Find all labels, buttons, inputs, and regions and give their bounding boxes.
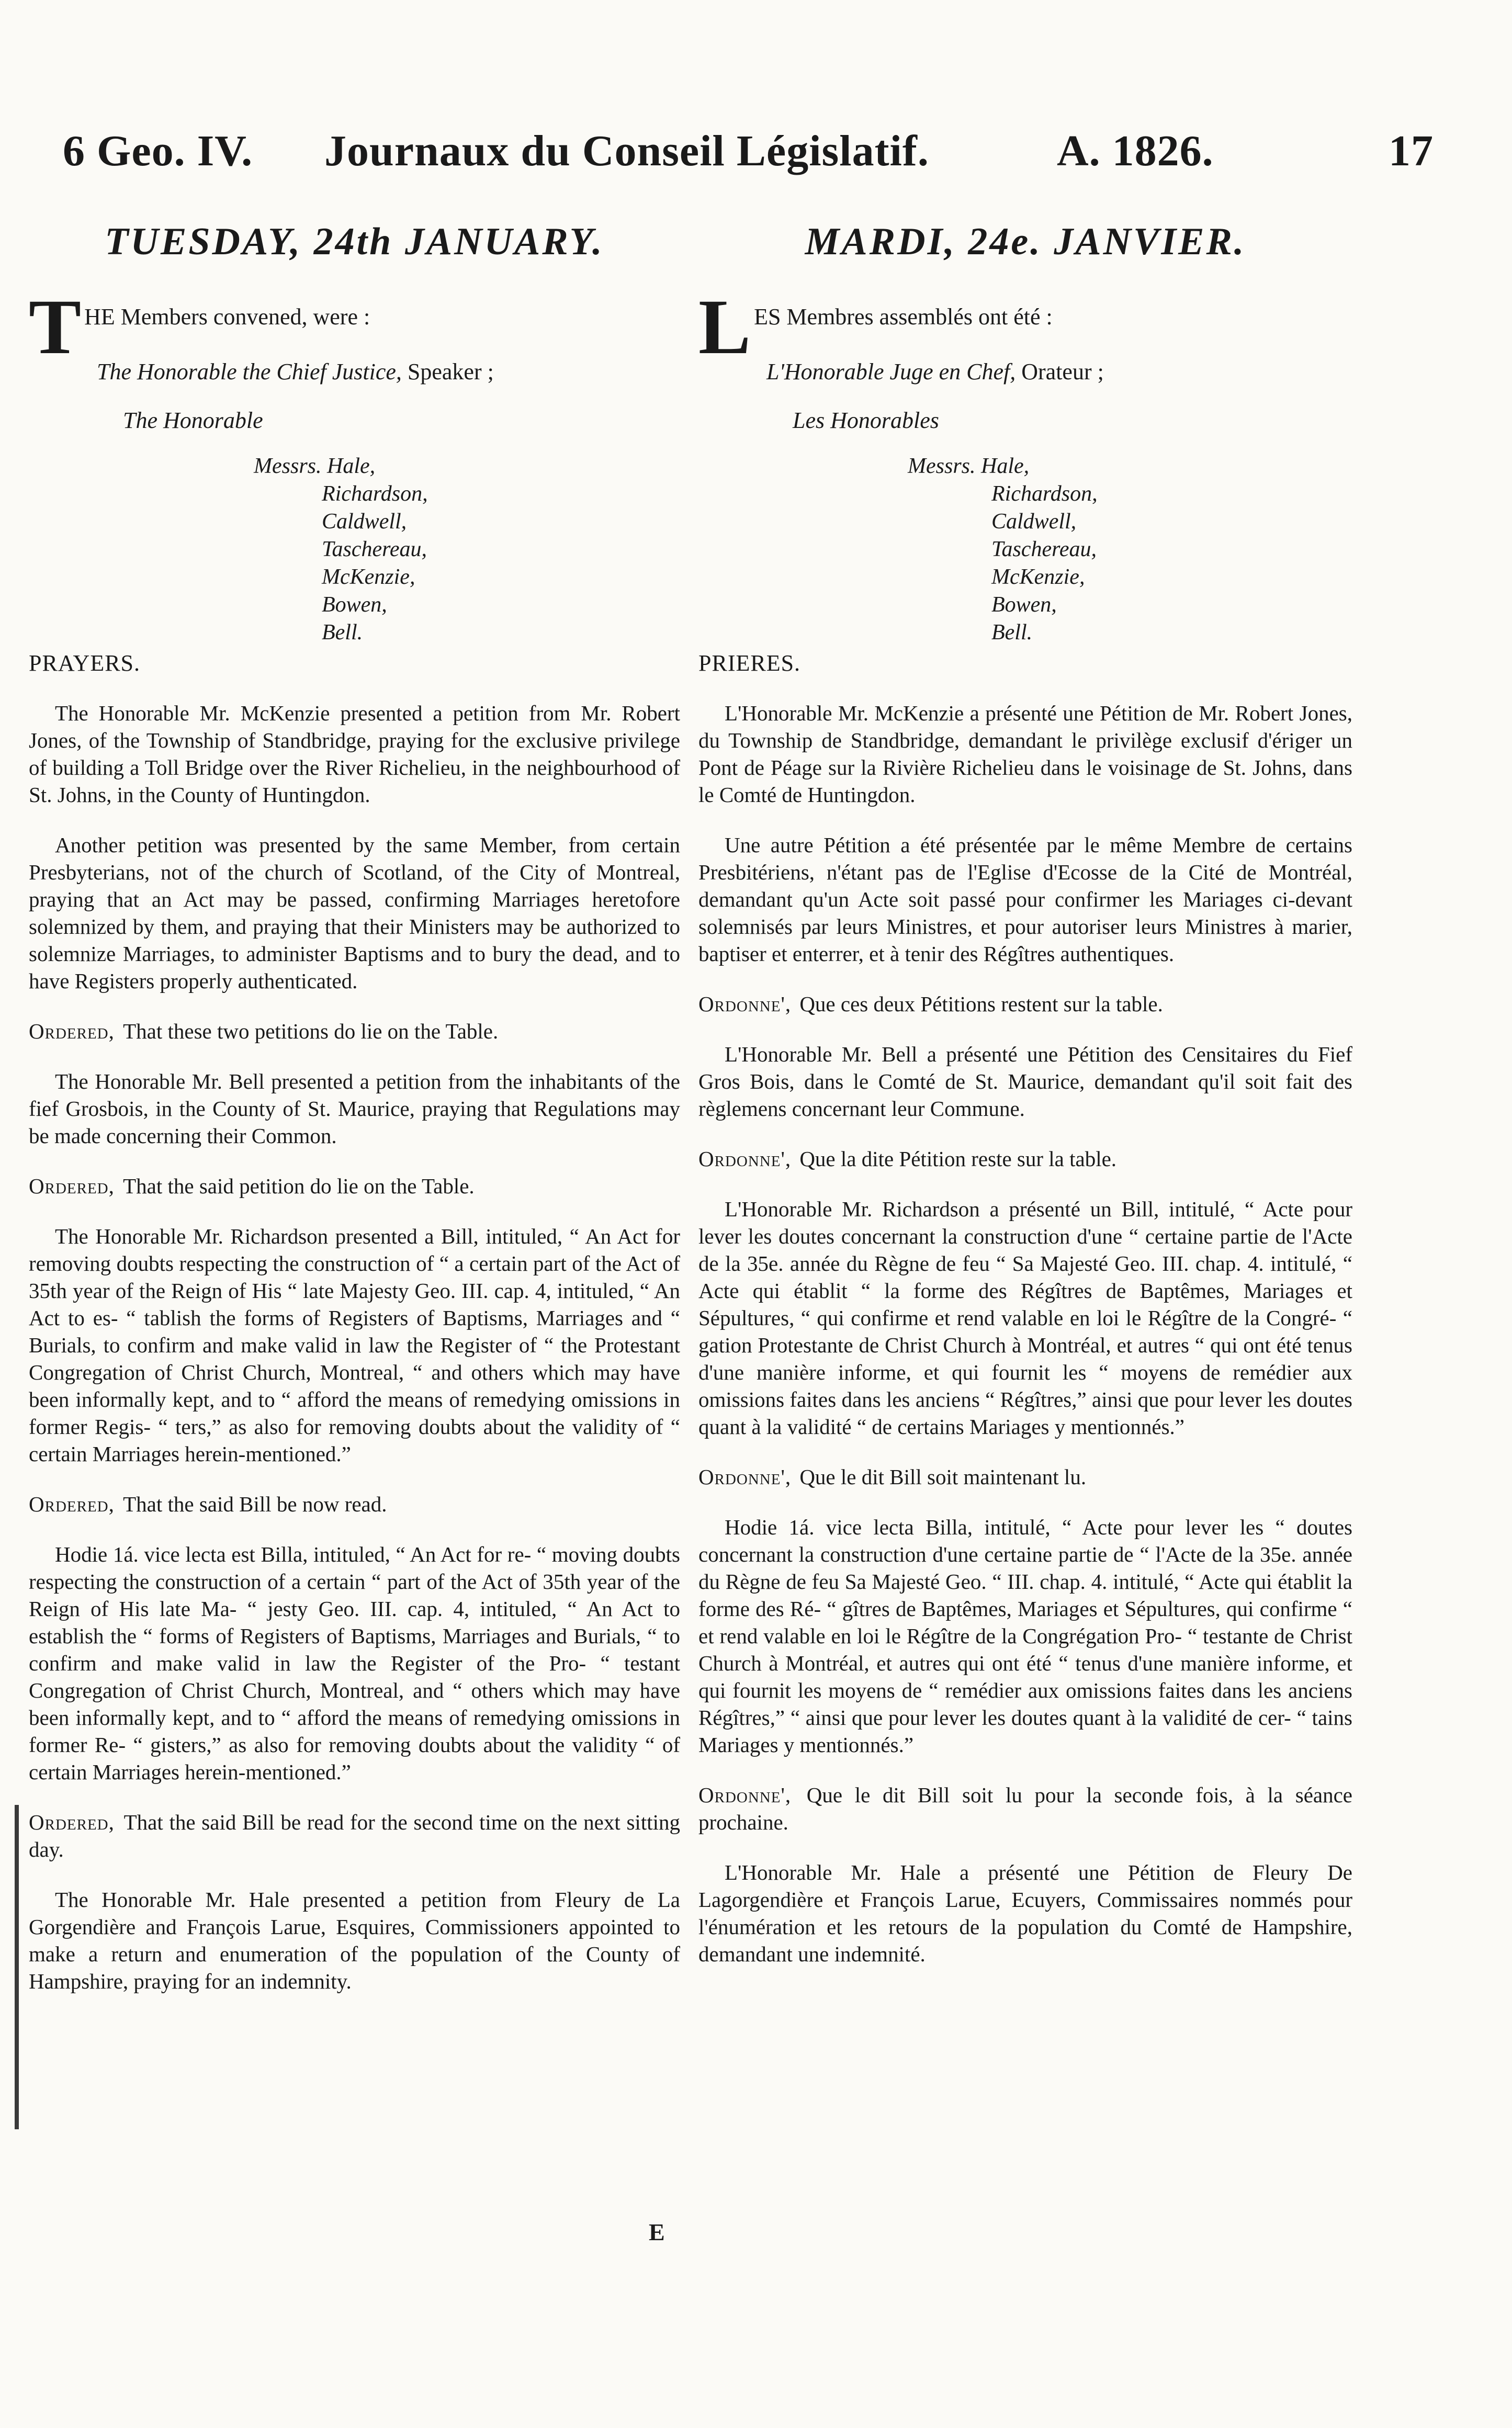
order-text: That the said petition do lie on the Table. xyxy=(123,1174,475,1198)
member-name: Caldwell, xyxy=(322,510,407,534)
english-order xyxy=(29,1018,680,1045)
header-reign: 6 Geo. IV. xyxy=(63,127,253,175)
english-speaker-name: The Honorable the Chief Justice, xyxy=(97,359,402,385)
order-label: Ordered, xyxy=(29,1174,115,1198)
member-name: Bowen, xyxy=(322,593,387,617)
french-speaker xyxy=(698,358,1352,385)
order-text: Que le dit Bill soit maintenant lu. xyxy=(799,1465,1087,1489)
order-text: Que ces deux Pétitions restent sur la table. xyxy=(799,992,1163,1016)
french-prayers-heading: PRIERES. xyxy=(698,650,801,676)
english-order xyxy=(29,1490,680,1518)
french-paragraph: Hodie 1á. vice lecta Billa, intitulé, “ Acte pour lever les “ doutes concernant la construction d'une certaine partie de “ l'Acte de la 35e. année du Règne de feu Sa Majesté Geo. “ III. chap. 4. intitulé, “ Acte qui établit la forme des Ré- “ gîtres de Baptêmes, Mariages et Sépultures, qui confirme “ et rend valable en loi le Régître de la Congrégation Pro- “ testante de Christ Church à Montréal, et autres qui ont été “ tenus d'une manière informe, et qui fournit les moyens de “ remédier aux omissions faites dans les anciens Régîtres,” “ ainsi que pour lever les doutes quant à la validité de cer- “ tains Mariages y mentionnés.” xyxy=(698,1515,1352,1757)
order-label: Ordonne', xyxy=(698,1465,792,1489)
page-header xyxy=(63,126,1434,188)
order-label: Ordonne', xyxy=(698,1147,792,1171)
english-paragraph: Another petition was presented by the same Member, from certain Presbyterians, not of the church of Scotland, of the City of Montreal, praying that an Act may be passed, confirming Marriages heretofore solemnized by them, and praying that their Ministers may be authorized to solemnize Marriages, to administer Baptisms and to bury the dead, and to have Registers properly authenticated. xyxy=(29,833,680,993)
header-title: Journaux du Conseil Législatif. xyxy=(324,127,929,175)
french-member-list xyxy=(698,453,1352,647)
order-text: That the said Bill be read for the second time on the next sitting day. xyxy=(29,1810,680,1861)
member-name: Richardson, xyxy=(991,482,1098,506)
order-label: Ordonne', xyxy=(698,1783,792,1807)
page-number: 17 xyxy=(1389,127,1434,175)
french-paragraph: L'Honorable Mr. Hale a présenté une Pétition de Fleury De Lagorgendière et François Larue, Ecuyers, Commissaires nommés pour l'énumération et les retours de la population du Comté de Hampshire, demandant une indemnité. xyxy=(698,1860,1352,1966)
member-name: Bell. xyxy=(322,620,363,645)
english-paragraph: The Honorable Mr. Bell presented a petition from the inhabitants of the fief Grosbois, in the County of St. Maurice, praying that Regulations may be made concerning their Common. xyxy=(29,1069,680,1148)
order-text: Que la dite Pétition reste sur la table. xyxy=(799,1147,1117,1171)
member-name: McKenzie, xyxy=(322,565,415,589)
french-date: MARDI, 24e. JANVIER. xyxy=(805,220,1246,263)
english-paragraph: The Honorable Mr. McKenzie presented a petition from Mr. Robert Jones, of the Township of Standbridge, praying for the exclusive privilege of building a Toll Bridge over the River Richelieu, in the neighbourhood of St. Johns, in the County of Huntingdon. xyxy=(29,701,680,807)
order-text: That these two petitions do lie on the Table. xyxy=(123,1019,499,1043)
signature-mark: E xyxy=(649,2219,665,2245)
member-name: Caldwell, xyxy=(991,510,1077,534)
order-label: Ordered, xyxy=(29,1492,115,1516)
order-text: That the said Bill be now read. xyxy=(123,1492,387,1516)
margin-mark xyxy=(15,1805,19,2129)
english-column xyxy=(29,220,680,1995)
english-speaker-title: Speaker ; xyxy=(407,359,494,385)
english-paragraph: Hodie 1á. vice lecta est Billa, intituled, “ An Act for re- “ moving doubts respecting the construction of a certain “ part of the Act of 35th year of the Reign of His late Ma- “ jesty Geo. III. cap. 4, intituled, “ An Act to establish the “ forms of Registers of Baptisms, Marriages and Burials, “ to confirm and make valid in law the Register of the Pro- “ testant Congregation of Christ Church, Montreal, and “ others which may have been informally kept, and to “ afford the means of remedying omissions in former Re- “ gisters,” as also for removing doubts about the validity “ of certain Marriages herein-mentioned.” xyxy=(29,1542,680,1784)
english-order xyxy=(29,1172,680,1200)
order-label: Ordonne', xyxy=(698,992,792,1016)
member-name: Taschereau, xyxy=(991,537,1097,561)
french-paragraph: Une autre Pétition a été présentée par le même Membre de certains Presbitériens, n'étant pas de l'Eglise d'Ecosse de la Cité de Montréal, demandant qu'un Acte soit passé pour confirmer les Mariages ci-devant solemnisés par leurs Ministres, et pour autoriser leurs Ministres à marier, baptiser et enterrer, et à tenir des Régîtres authentiques. xyxy=(698,833,1352,966)
french-order xyxy=(698,990,1352,1018)
english-paragraph: The Honorable Mr. Hale presented a petition from Fleury de La Gorgendière and François Larue, Esquires, Commissioners appointed to make a return and enumeration of the population of the County of Hampshire, praying for an indemnity. xyxy=(29,1888,680,1993)
member-name: Messrs. Hale, xyxy=(908,454,1030,478)
english-paragraph: The Honorable Mr. Richardson presented a Bill, intituled, “ An Act for removing doubts respecting the construction of “ a certain part of the Act of 35th year of the Reign of His “ late Majesty Geo. III. cap. 4, intituled, “ An Act to es- “ tablish the forms of Registers of Baptisms, Marriages and “ Burials, to confirm and make valid in law the Register of “ the Protestant Congregation of Christ Church, Montreal, “ and others which may have been informally kept, and to “ afford the means of remedying omissions in former Regis- “ ters,” as also for removing doubts about the validity of “ certain Marriages herein-mentioned.” xyxy=(29,1224,680,1466)
french-speaker-name: L'Honorable Juge en Chef, xyxy=(766,359,1016,385)
french-order xyxy=(698,1463,1352,1490)
member-name: Bowen, xyxy=(991,593,1057,617)
english-order xyxy=(29,1809,680,1863)
member-name: Richardson, xyxy=(322,482,428,506)
order-label: Ordered, xyxy=(29,1810,115,1834)
french-opening-text: ES Membres assemblés ont été : xyxy=(754,304,1053,330)
english-opening-text: HE Members convened, were : xyxy=(84,304,370,330)
french-honorables: Les Honorables xyxy=(793,408,939,433)
french-paragraph: L'Honorable Mr. Bell a présenté une Pétition des Censitaires du Fief Gros Bois, dans le Comté de St. Maurice, demandant qu'il soit fait des règlemens concernant leur Commune. xyxy=(698,1042,1352,1121)
french-opening xyxy=(698,284,1352,370)
french-dropcap: L xyxy=(698,284,751,370)
english-member-list xyxy=(29,453,680,647)
english-speaker xyxy=(29,358,680,385)
english-honorables: The Honorable xyxy=(123,408,263,433)
english-date: TUESDAY, 24th JANUARY. xyxy=(105,220,604,263)
english-dropcap: T xyxy=(29,284,82,370)
english-prayers-heading: PRAYERS. xyxy=(29,650,141,676)
french-paragraph: L'Honorable Mr. Richardson a présenté un Bill, intitulé, “ Acte pour lever les doutes concernant la construction d'une “ certaine partie de l'Acte de la 35e. année du Règne de feu “ Sa Majesté Geo. III. chap. 4. intitulé, “ Acte qui établit “ la forme des Régîtres de Baptêmes, Mariages et Sépultures, “ qui confirme et rend valable en loi le Régître de la Congré- “ gation Protestante de Christ Church à Montréal, et autres “ qui ont été tenus d'une manière informe, et qui fournit les “ moyens de remédier aux omissions faites dans les anciens “ Régîtres,” ainsi que pour lever les doutes quant à la validité “ de certains Mariages y mentionnés.” xyxy=(698,1197,1352,1439)
member-name: Bell. xyxy=(991,620,1033,645)
order-label: Ordered, xyxy=(29,1019,115,1043)
header-year: A. 1826. xyxy=(1057,127,1214,175)
french-paragraph: L'Honorable Mr. McKenzie a présenté une Pétition de Mr. Robert Jones, du Township de Standbridge, demandant le privilège exclusif d'ériger un Pont de Péage sur la Rivière Richelieu dans le voisinage de St. Johns, dans le Comté de Huntingdon. xyxy=(698,701,1352,807)
order-text: Que le dit Bill soit lu pour la seconde fois, à la séance prochaine. xyxy=(698,1783,1352,1834)
french-column xyxy=(698,220,1352,1968)
english-opening xyxy=(29,284,680,370)
french-order xyxy=(698,1781,1352,1836)
member-name: Messrs. Hale, xyxy=(254,454,376,478)
french-order xyxy=(698,1145,1352,1172)
french-speaker-title: Orateur ; xyxy=(1021,359,1104,385)
member-name: McKenzie, xyxy=(991,565,1085,589)
member-name: Taschereau, xyxy=(322,537,427,561)
